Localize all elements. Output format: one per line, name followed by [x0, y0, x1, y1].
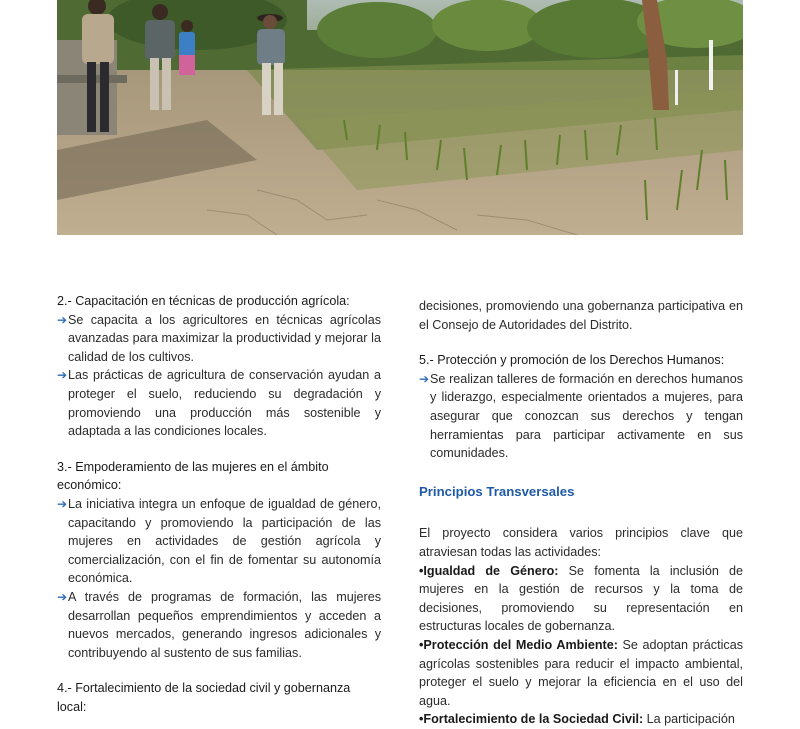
- heading-3: 3.- Empoderamiento de las mujeres en el ámbito económico:: [57, 459, 329, 493]
- heading-4: 4.- Fortalecimiento de la sociedad civil y gobernanza local:: [57, 681, 351, 714]
- bullet-item: ➔ Se capacita a los agricultores en técnicas agrícolas avanzadas para maximizar la productividad y mejorar la calidad de los cultivos.: [57, 312, 381, 364]
- principle-item: •Fortalecimiento de la Sociedad Civil: La participación: [419, 712, 735, 727]
- bullet-item: ➔ Las prácticas de agricultura de conservación ayudan a proteger el suelo, reduciendo su degradación y promoviendo una producción más sostenible y adaptada a las condiciones locales.: [57, 368, 381, 439]
- heading-5: 5.- Protección y promoción de los Derechos Humanos:: [419, 353, 725, 368]
- arrow-right-icon: ➔: [57, 589, 68, 604]
- bullet-item: ➔ La iniciativa integra un enfoque de igualdad de género, capacitando y promoviendo la participación de las mujeres en actividades de gestión agrícola y comercialización, con el fin de fomentar su autonomía económica.: [57, 496, 381, 586]
- principle-item: •Igualdad de Género: Se fomenta la inclusión de mujeres en la gestión de recursos y la toma de decisiones, promoviendo su representación en estructuras locales de gobernanza.: [419, 563, 743, 634]
- intro-text: El proyecto considera varios principios clave que atraviesan todas las actividades:: [419, 526, 743, 559]
- field-photo: [57, 0, 743, 235]
- right-column: [419, 297, 743, 729]
- section-title: Principios Transversales: [419, 483, 575, 499]
- principle-item: •Protección del Medio Ambiente: Se adoptan prácticas agrícolas sostenibles para reducir el impacto ambiental, proteger el suelo y mejorar la eficiencia en el uso del agua.: [419, 637, 743, 708]
- heading-2: 2.- Capacitación en técnicas de producción agrícola:: [57, 294, 350, 308]
- bullet-item: ➔ Se realizan talleres de formación en derechos humanos y liderazgo, especialmente orientados a mujeres, para asegurar que conozcan sus derechos y tengan herramientas para participar activamente en sus comunidades.: [419, 371, 743, 461]
- continuation-text: decisiones, promoviendo una gobernanza participativa en el Consejo de Autoridades del Distrito.: [419, 299, 743, 332]
- arrow-right-icon: ➔: [57, 368, 68, 383]
- bullet-item: ➔ A través de programas de formación, las mujeres desarrollan pequeños emprendimientos y acceden a nuevos mercados, generando ingresos adicionales y contribuyendo al sustento de sus familias.: [57, 589, 381, 660]
- arrow-right-icon: ➔: [57, 312, 68, 327]
- arrow-right-icon: ➔: [57, 496, 68, 511]
- left-column: [57, 292, 381, 716]
- arrow-right-icon: ➔: [419, 371, 430, 386]
